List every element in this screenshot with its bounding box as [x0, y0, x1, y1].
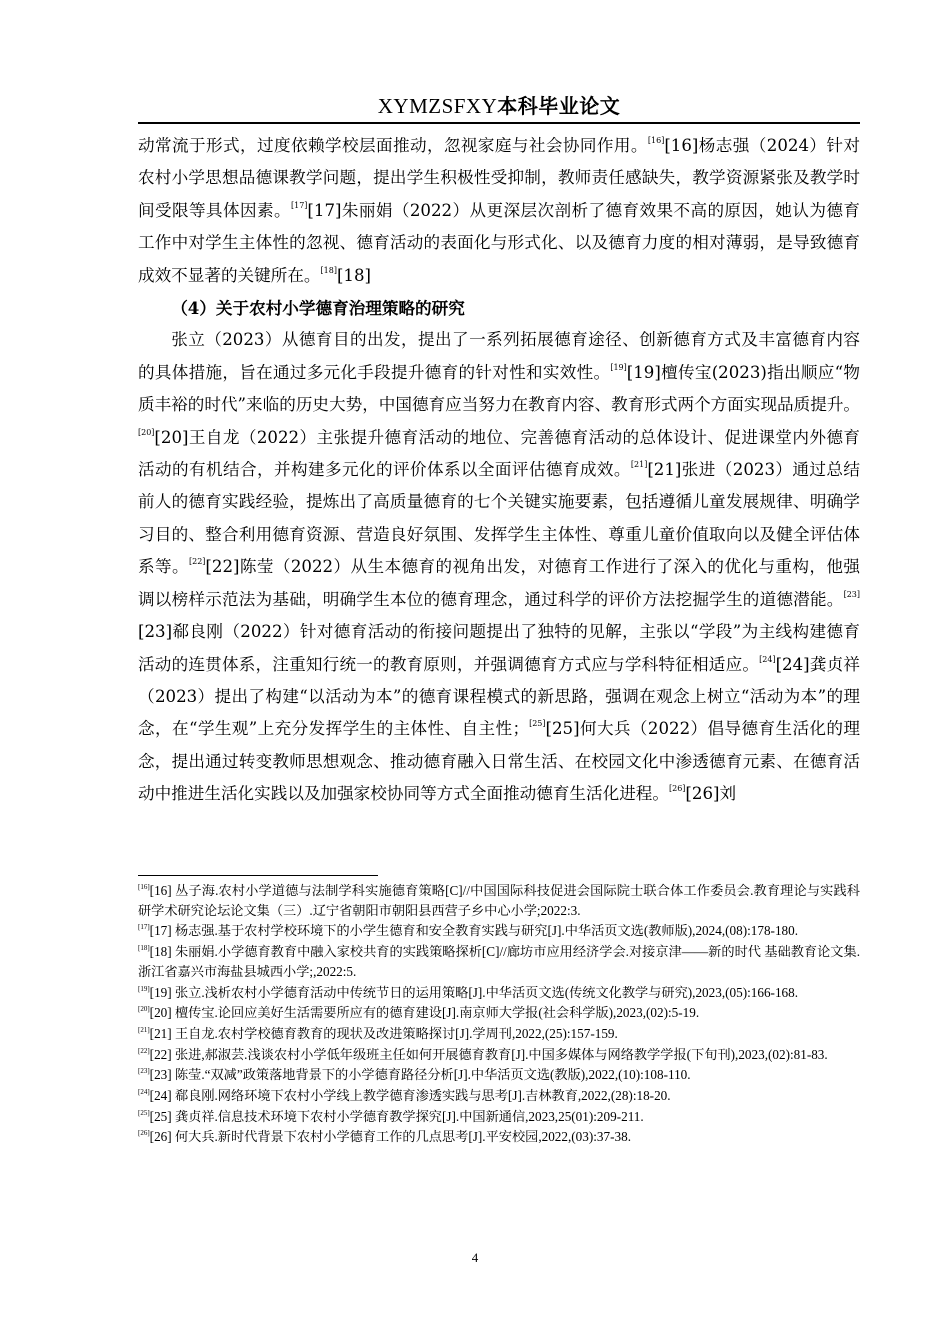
footnote-text: [17] 杨志强.基于农村学校环境下的小学生德育和安全教育实践与研究[J].中华活页文选(教师版),2024,(08):178-180. — [149, 923, 799, 939]
page-header — [138, 92, 860, 120]
footnote-mark: [19] — [138, 984, 150, 993]
footnote — [138, 1127, 860, 1147]
footnote-ref: [16] — [647, 136, 665, 145]
text-run: [22]陈莹（2022）从生本德育的视角出发，对德育工作进行了深入的优化与重构，他强调以榜样示范法为基础，明确学生本位的德育理念，通过科学的评价方法挖掘学生的道德潜能。 — [138, 557, 861, 609]
text-run: [26]刘 — [685, 784, 737, 804]
footnote-mark: [18] — [138, 944, 150, 953]
footnote — [138, 1045, 860, 1065]
footnote — [138, 881, 860, 920]
footnotes — [138, 881, 860, 1148]
header-prefix: XYMZSFXY — [377, 94, 498, 118]
footnote-text: [16] 丛子海.农村小学道德与法制学科实施德育策略[C]//中国国际科技促进会国际院士联合体工作委员会.教育理论与实践科研学术研究论坛论文集（三）.辽宁省朝阳市朝阳县西营子乡中心小学;2022:3. — [138, 883, 860, 918]
header-suffix: 本科毕业论文 — [497, 94, 621, 118]
footnote-text: [19] 张立.浅析农村小学德育活动中传统节日的运用策略[J].中华活页文选(传统文化教学与研究),2023,(05):166-168. — [149, 984, 799, 1000]
footnote — [138, 1065, 860, 1085]
footnote-ref: [23] — [843, 589, 860, 599]
footnote — [138, 983, 860, 1003]
text-run: [25]何大兵（2022）倡导德育生活化的理念，提出通过转变教师思想观念、推动德育融入日常生活、在校园文化中渗透德育元素、在德育活动中推进生活化实践以及加强家校协同等方式全面推动德育生活化进程。 — [138, 719, 861, 804]
page-number: 4 — [471, 1250, 479, 1265]
footnote — [138, 1003, 860, 1023]
footnote-text: [22] 张进,郝淑芸.浅谈农村小学低年级班主任如何开展德育教育[J].中国多媒体与网络教学学报(下旬刊),2023,(02):81-83. — [149, 1046, 828, 1062]
text-run: [23]郗良刚（2022）针对德育活动的衔接问题提出了独特的见解，主张以“学段”为主线构建德育活动的连贯体系，注重知行统一的教育原则，并强调德育方式应与学科特征相适应。 — [138, 622, 860, 674]
text-run: [24]龚贞祥（2023）提出了构建“以活动为本”的德育课程模式的新思路，强调在观念上树立“活动为本”的理念，在“学生观”上充分发挥学生的主体性、自主性； — [138, 654, 861, 739]
footnote-mark: [22] — [138, 1046, 150, 1055]
footnote-text: [20] 檀传宝.论回应美好生活需要所应有的德育建设[J].南京师大学报(社会科学版),2023,(02):5-19. — [149, 1005, 700, 1021]
footnote-text: [23] 陈莹.“双减”政策落地背景下的小学德育路径分析[J].中华活页文选(教版),2022,(10):108-110. — [149, 1067, 691, 1083]
footnote-ref: [17] — [290, 200, 308, 210]
footnote-ref: [25] — [529, 719, 546, 729]
footnote-ref: [18] — [320, 265, 337, 275]
footnote-mark: [17] — [138, 923, 150, 932]
footnote — [138, 942, 860, 981]
text-run: [19]檀传宝(2023)指出顺应“物质丰裕的时代”来临的历史大势，中国德育应当努力在教育内容、教育形式两个方面实现品质提升。 — [138, 362, 861, 415]
footnote-ref: [20] — [138, 427, 155, 437]
text-run: [20]王自龙（2022）主张提升德育活动的地位、完善德育活动的总体设计、促进课堂内外德育活动的有机结合，并构建多元化的评价体系以全面评估德育成效。 — [138, 427, 860, 480]
text-run: [21]张进（2023）通过总结前人的德育实践经验，提炼出了高质量德育的七个关键实施要素，包括遵循儿童发展规律、明确学习目的、整合利用德育资源、营造良好氛围、发挥学生主体性、尊重儿童价值取向以及健全评估体系等。 — [138, 460, 860, 577]
footnote-mark: [23] — [138, 1067, 150, 1076]
footnote-mark: [21] — [138, 1025, 150, 1034]
footnote-ref: [19] — [610, 362, 627, 372]
footnote-separator — [138, 875, 378, 876]
footnote-ref: [21] — [630, 460, 648, 470]
footnote-text: [25] 龚贞祥.信息技术环境下农村小学德育教学探究[J].中国新通信,2023,25(01):209-211. — [149, 1108, 644, 1124]
footnote-ref: [24] — [759, 654, 776, 664]
section-heading: （4）关于农村小学德育治理策略的研究 — [171, 298, 465, 319]
footnote — [138, 1086, 860, 1106]
text-run: [18] — [336, 265, 372, 285]
footnote-ref: [22] — [189, 557, 206, 567]
footnote — [138, 1024, 860, 1044]
footnote-mark: [25] — [138, 1108, 150, 1117]
text-run: [17]朱丽娟（2022）从更深层次剖析了德育效果不高的原因，她认为德育工作中对学生主体性的忽视、德育活动的表面化与形式化、以及德育力度的相对薄弱，是导致德育成效不显著的关键所在。 — [138, 200, 861, 285]
footnote-mark: [16] — [138, 883, 150, 891]
text-run: 动常流于形式，过度依赖学校层面推动，忽视家庭与社会协同作用。 — [138, 136, 648, 155]
footnote-mark: [24] — [138, 1088, 150, 1097]
footnote-ref: [26] — [669, 784, 686, 794]
footnote-text: [26] 何大兵.新时代背景下农村小学德育工作的几点思考[J].平安校园,2022,(03):37-38. — [149, 1129, 631, 1145]
text-run: 张立（2023）从德育目的出发，提出了一系列拓展德育途径、创新德育方式及丰富德育内容的具体措施，旨在通过多元化手段提升德育的针对性和实效性。 — [138, 330, 860, 382]
footnote-text: [18] 朱丽娟.小学德育教育中融入家校共育的实践策略探析[C]//廊坊市应用经济学会.对接京津——新的时代 基础教育论文集.浙江省嘉兴市海盐县城西小学;,2022:5. — [138, 944, 860, 979]
footnote — [138, 921, 860, 941]
footnote-text: [24] 郗良刚.网络环境下农村小学线上教学德育渗透实践与思考[J].吉林教育,2022,(28):18-20. — [149, 1088, 671, 1104]
text-run: [16]杨志强（2024）针对农村小学思想品德课教学问题，提出学生积极性受抑制，教师责任感缺失，教学资源紧张及教学时间受限等具体因素。 — [138, 136, 861, 220]
footnote-text: [21] 王自龙.农村学校德育教育的现状及改进策略探讨[J].学周刊,2022,(25):157-159. — [149, 1025, 618, 1041]
footnote-mark: [26] — [138, 1129, 150, 1138]
footnote — [138, 1107, 860, 1127]
header-rule — [138, 122, 860, 124]
main-body — [138, 130, 860, 811]
footnote-mark: [20] — [138, 1005, 150, 1014]
paragraph-strategies — [138, 324, 860, 810]
paragraph-causes — [138, 130, 860, 292]
